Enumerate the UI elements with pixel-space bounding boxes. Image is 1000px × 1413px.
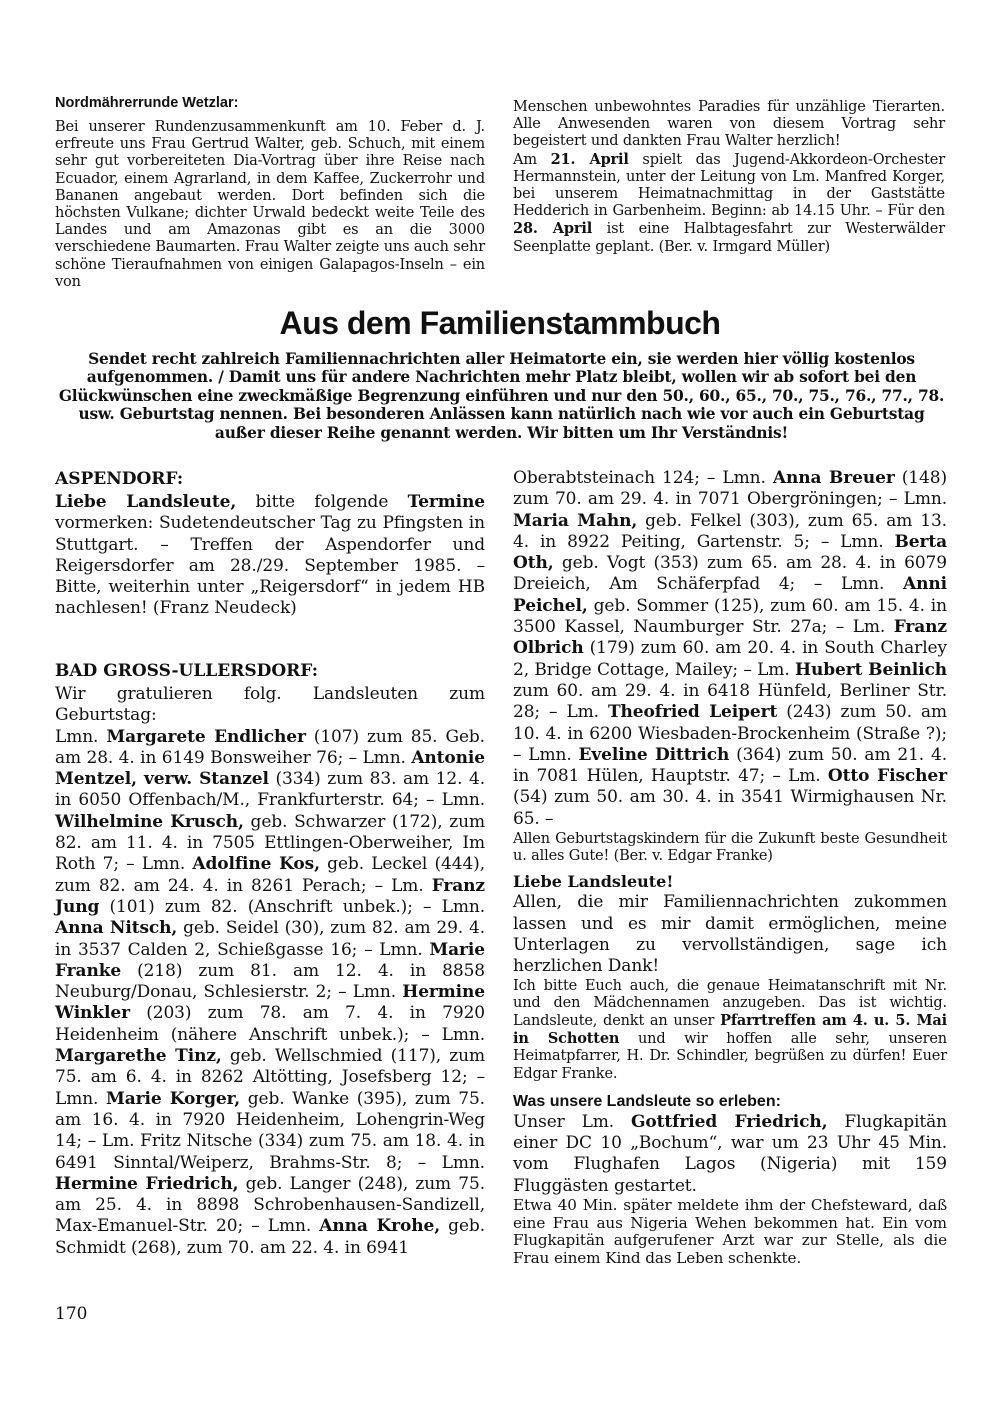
paragraph: Am 21. April spielt das Jugend-Akkordeon-Orchester Hermannstein, unter der Leitung von Lm. Manfred Korger, bei unserem Heimatnachmittag in der Gaststätte Hedderich in Garbenheim. Beginn: ab 14.15 Uhr. – Für den 28. April ist eine Halbtagesfahrt zur Westerwälder Seenplatte geplant. (Ber. v. Irmgard Müller) bbox=[513, 150, 945, 255]
notice-box bbox=[53, 350, 950, 442]
birthday-list: Lmn. Margarete Endlicher (107) zum 85. Geb. am 28. 4. in 6149 Bonsweiher 76; – Lmn. Antonie Mentzel, verw. Stanzel (334) zum 83. am 12. 4. in 6050 Offenbach/M., Frankfurterstr. 64; – Lmn. Wilhelmine Krusch, geb. Schwarzer (172), zum 82. am 11. 4. in 7505 Ettlingen-Oberweiher, Im Roth 7; – Lmn. Adolfine Kos, geb. Leckel (444), zum 82. am 24. 4. in 8261 Perach; – Lm. Franz Jung (101) zum 82. (Anschrift unbek.); – Lmn. Anna Nitsch, geb. Seidel (30), zum 82. am 29. 4. in 3537 Calden 2, Schießgasse 16; – Lmn. Marie Franke (218) zum 81. am 12. 4. in 8858 Neuburg/Donau, Schlesierstr. 2; – Lmn. Hermine Winkler (203) zum 78. am 7. 4. in 7920 Heidenheim (nähere Anschrift unbek.); – Lmn. Margarethe Tinz, geb. Wellschmied (117), zum 75. am 6. 4. in 8262 Altötting, Josefsberg 12; – Lmn. Marie Korger, geb. Wanke (395), zum 75. am 16. 4. in 7920 Heidenheim, Lohengrin-Weg 14; – Lm. Fritz Nitsche (334) zum 75. am 18. 4. in 6491 Sinntal/Weiperz, Brahms-Str. 8; – Lmn. Hermine Friedrich, geb. Langer (248), zum 75. am 25. 4. in 8898 Schrobenhausen-Sandizell, Max-Emanuel-Str. 20; – Lmn. Anna Krohe, geb. Schmidt (268), zum 70. am 22. 4. in 6941 bbox=[55, 726, 486, 1258]
wish-text: Allen Geburtstagskindern für die Zukunft beste Gesundheit u. alles Gute! (Ber. v. Edgar Franke) bbox=[513, 831, 947, 865]
section-nordmaehrerrunde bbox=[55, 94, 485, 291]
was-text: Unser Lm. Gottfried Friedrich, Flugkapitän einer DC 10 „Bochum“, war um 23 Uhr 45 Min. vom Flughafen Lagos (Nigeria) mit 159 Fluggästen gestartet. bbox=[513, 1111, 948, 1196]
page-number: 170 bbox=[55, 1304, 88, 1324]
section-heading: Nordmährerrunde Wetzlar: bbox=[55, 95, 239, 111]
notice-text: Sendet recht zahlreich Familiennachrichten aller Heimatorte ein, sie werden hier völlig kostenlos aufgenommen. / Damit uns für andere Nachrichten mehr Platz bleibt, wollen wir ab sofort bei den Glückwünschen eine zweckmäßige Begrenzung einführen und nur den 50., 60., 65., 70., 75., 76., 77., 78. usw. Geburtstag nennen. Bei besonderen Anlässen kann natürlich nach wie vor auch ein Geburtstag außer dieser Reihe genannt werden. Wir bitten um Ihr Verständnis! bbox=[58, 350, 945, 442]
birthday-list-continued: Oberabtsteinach 124; – Lmn. Anna Breuer (148) zum 70. am 29. 4. in 7071 Obergröningen; – Lmn. Maria Mahn, geb. Felkel (303), zum 65. am 13. 4. in 8922 Peiting, Gartenstr. 5; – Lmn. Berta Oth, geb. Vogt (353) zum 65. am 28. 4. in 6079 Dreieich, Am Schäferpfad 4; – Lmn. Anni Peichel, geb. Sommer (125), zum 60. am 15. 4. in 3500 Kassel, Naumburger Str. 27a; – Lm. Franz Olbrich (179) zum 60. am 20. 4. in South Charley 2, Bridge Cottage, Mailey; – Lm. Hubert Beinlich zum 60. am 29. 4. in 6418 Hünfeld, Berliner Str. 28; – Lm. Theofried Leipert (243) zum 50. am 10. 4. in 6200 Wiesbaden-Brockenheim (Straße ?); – Lmn. Eveline Dittrich (364) zum 50. am 21. 4. in 7081 Hülen, Hauptstr. 47; – Lm. Otto Fischer (54) zum 50. am 30. 4. in 3541 Wirmighausen Nr. 65. – bbox=[513, 468, 948, 829]
section-aspendorf bbox=[55, 468, 485, 620]
liebe-text: Allen, die mir Familiennachrichten zukommen lassen und es mir damit ermöglichen, meine Unterlagen zu vervollständigen, sage ich herzlichen Dank! bbox=[513, 892, 947, 977]
page-title: Aus dem Familienstammbuch bbox=[279, 305, 721, 341]
section-text: Liebe Landsleute, bitte folgende Termine vormerken: Sudetendeutscher Tag zu Pfingsten in Stuttgart. – Treffen der Aspendorfer und Reigersdorfer am 28./29. September 1985. – Bitte, weiterhin unter „Reigersdorf“ in jedem HB nachlesen! (Franz Neudeck) bbox=[55, 492, 486, 619]
was-small-text: Etwa 40 Min. später meldete ihm der Chefsteward, daß eine Frau aus Nigeria Wehen bekommen hat. Ein vom Flugkapitän aufgerufener Arzt war zur Stelle, als die Frau einem Kind das Leben schenkte. bbox=[513, 1196, 947, 1268]
bitte-text: Ich bitte Euch auch, die genaue Heimatanschrift mit Nr. und den Mädchennamen anzugeben. Das ist wichtig. Landsleute, denkt an unser Pfarrtreffen am 4. u. 5. Mai in Schotten und wir hoffen alle sehr, unseren Heimatpfarrer, H. Dr. Schindler, begrüßen zu dürfen! Euer Edgar Franke. bbox=[513, 977, 948, 1082]
section-heading: BAD GROSS-ULLERSDORF: bbox=[55, 661, 319, 681]
section-bad-gross-ullersdorf bbox=[55, 660, 485, 1259]
section-text: Bei unserer Rundenzusammenkunft am 10. Feber d. J. erfreute uns Frau Gertrud Walter, geb. Schuch, mit einem sehr gut vorbereiteten Dia-Vortrag über ihre Reise nach Ecuador, einem Agrarland, in dem Kaffee, Zuckerrohr und Bananen angebaut werden. Dort befinden sich die höchsten Vulkane; dichter Urwald bedeckt weite Teile des Landes und am Amazonas gibt es an die 3000 verschiedene Baumarten. Frau Walter zeigte uns auch sehr schöne Tieraufnahmen von einigen Galapagos-Inseln – ein von bbox=[55, 119, 485, 290]
was-heading: Was unsere Landsleute so erleben: bbox=[513, 1092, 781, 1110]
right-column bbox=[513, 468, 947, 1268]
section-nordmaehrerrunde-continued bbox=[513, 99, 945, 256]
intro-text: Wir gratulieren folg. Landsleuten zum Geburtstag: bbox=[55, 684, 485, 726]
liebe-heading: Liebe Landsleute! bbox=[513, 872, 674, 892]
section-heading: ASPENDORF: bbox=[55, 469, 184, 489]
paragraph: Menschen unbewohntes Paradies für unzählige Tierarten. Alle Anwesenden waren von diesem Vortrag sehr begeistert und dankten Frau Walter herzlich! bbox=[513, 99, 945, 150]
